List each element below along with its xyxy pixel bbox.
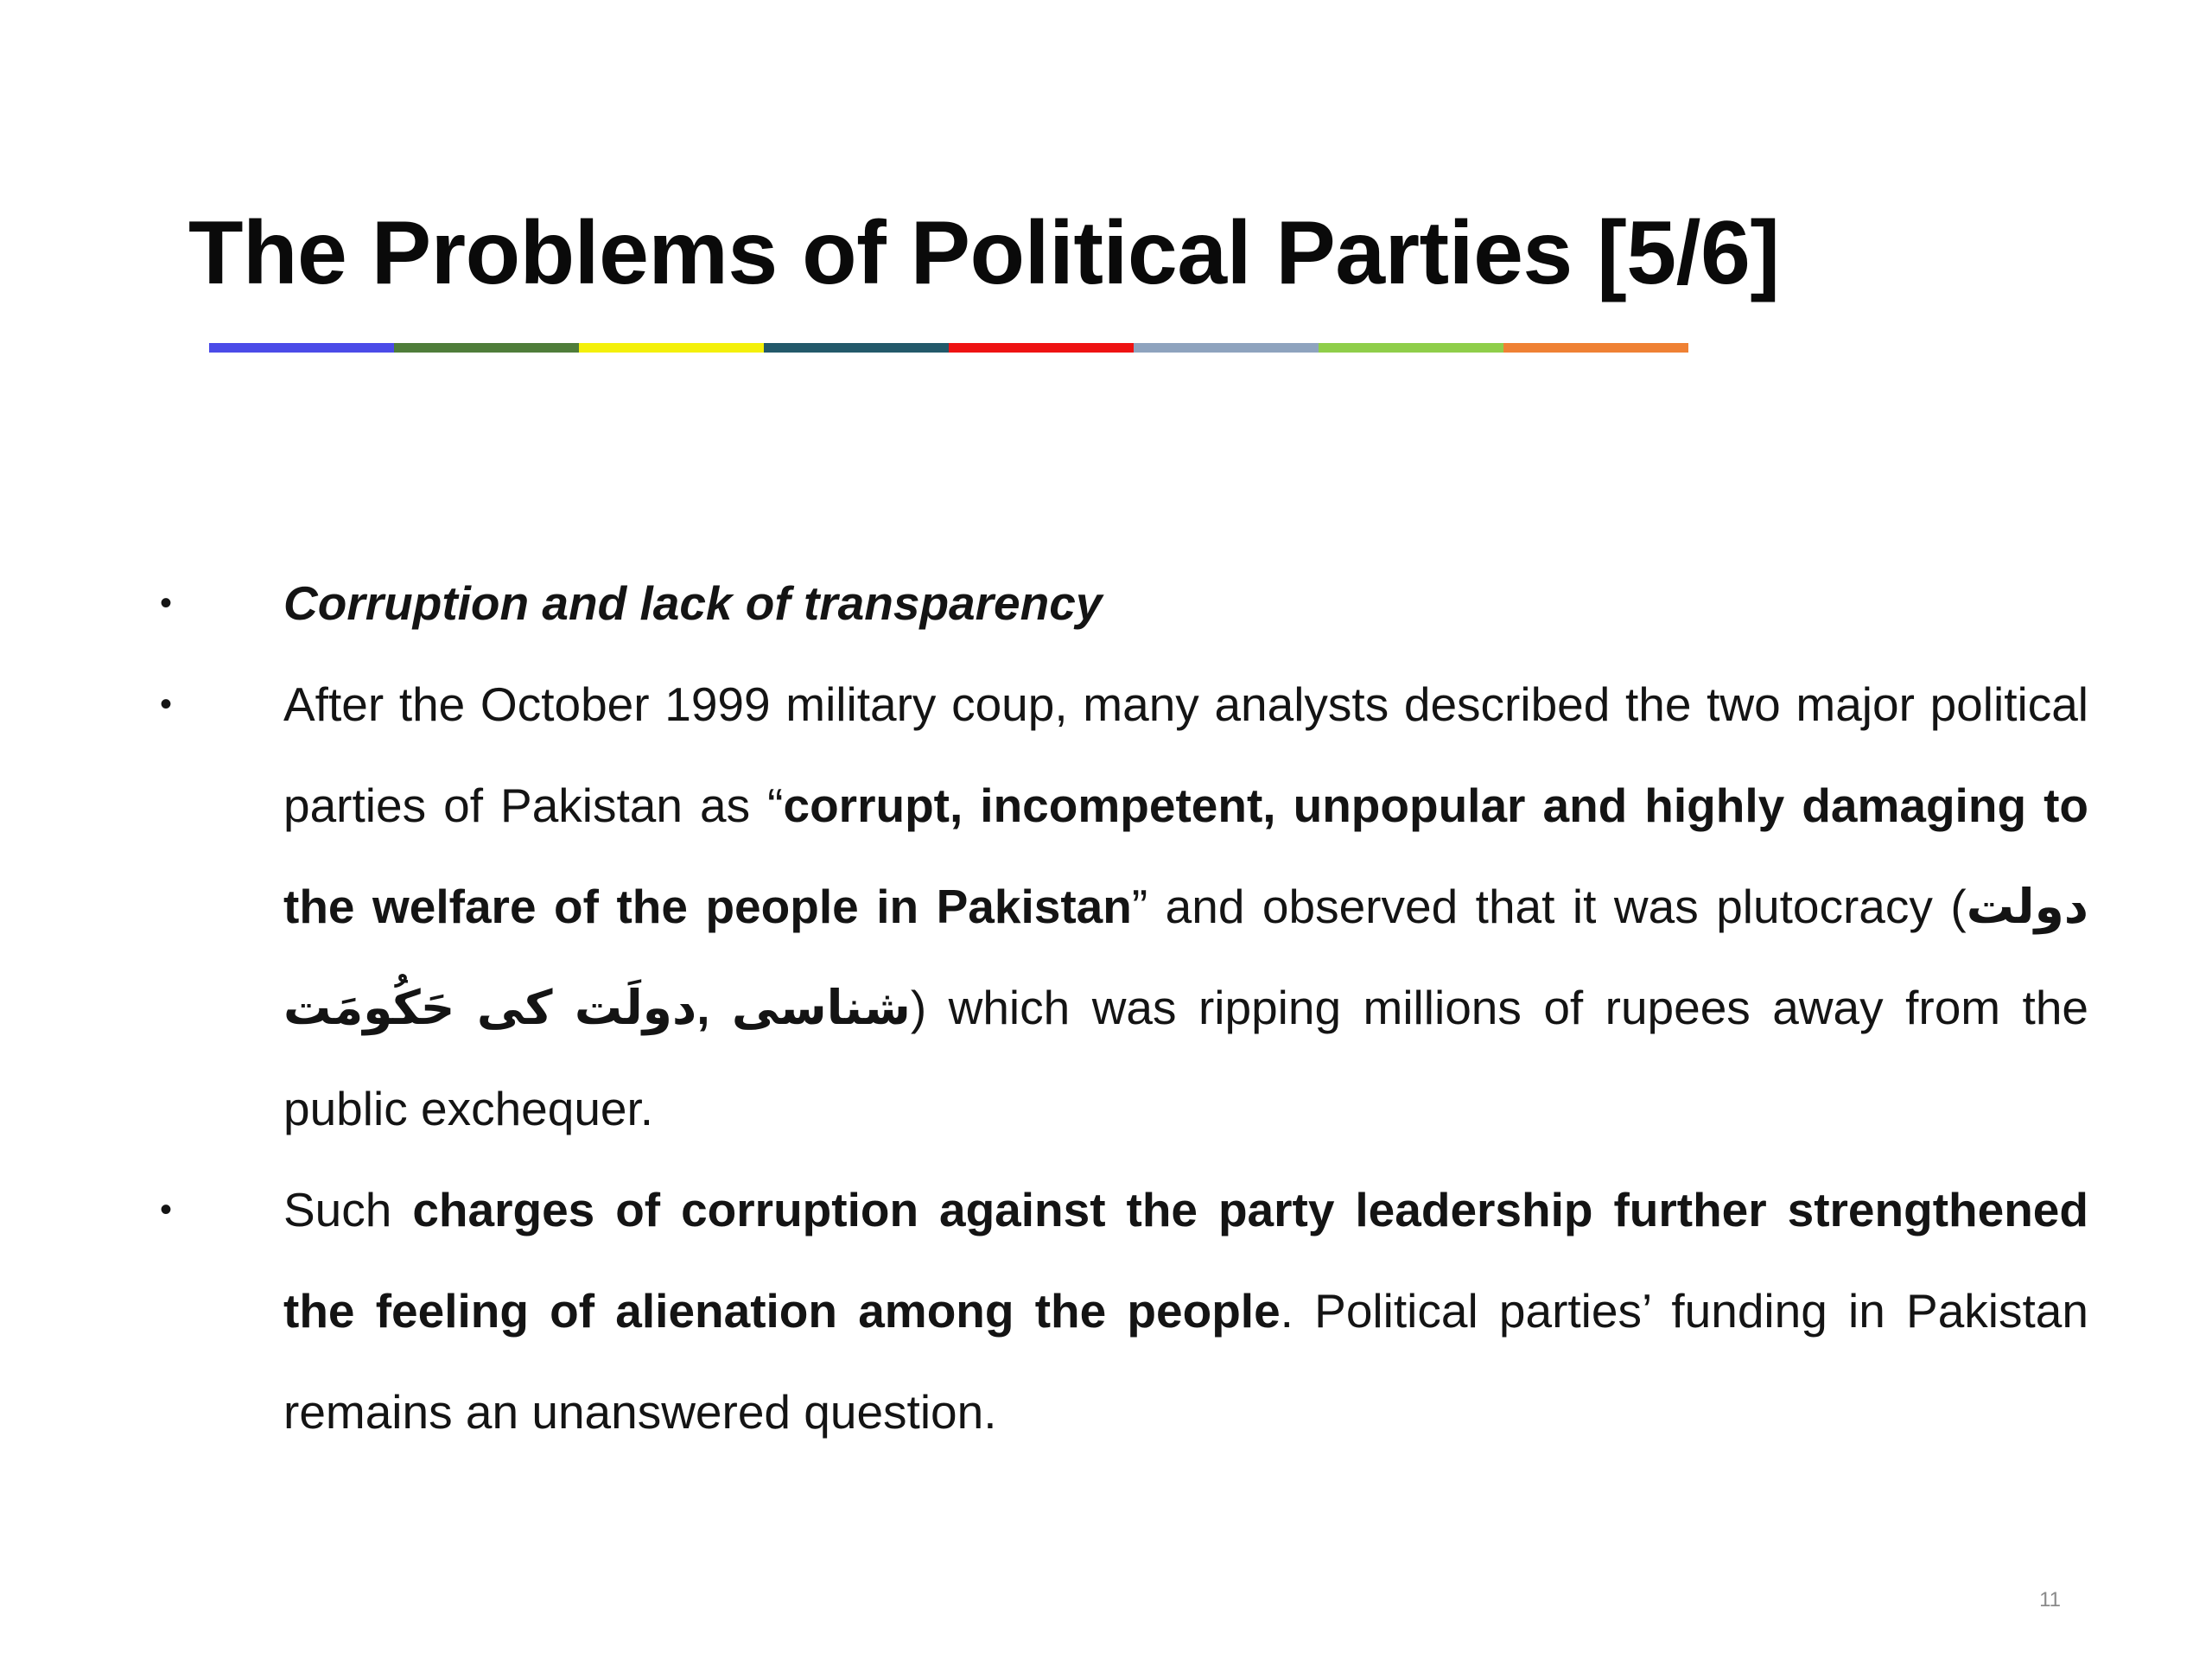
slide-title: The Problems of Political Parties [5/6] xyxy=(188,203,1780,303)
bullet-text: . Political parties’ funding in Pakistan remains an unanswered question. xyxy=(283,1284,2088,1439)
bullet-heading: Corruption and lack of transparency xyxy=(283,576,1103,630)
underline-segment xyxy=(209,343,394,353)
bullet-marker: • xyxy=(160,584,173,622)
underline-segment xyxy=(949,343,1134,353)
underline-segment xyxy=(1134,343,1319,353)
title-underline xyxy=(209,343,1688,353)
underline-segment xyxy=(764,343,949,353)
underline-segment xyxy=(579,343,764,353)
bullet-marker: • xyxy=(160,685,173,723)
bullet-list xyxy=(160,553,2088,1463)
bullet-item xyxy=(160,654,2088,1160)
bullet-emphasis: charges of corruption against the party leadership further strengthened the feeling of alienation among the people xyxy=(283,1183,2088,1338)
underline-segment xyxy=(1319,343,1503,353)
bullet-text: After the October 1999 military coup, many analysts described the two major political parties of Pakistan as “ xyxy=(283,677,2088,832)
bullet-text: ” and observed that it was plutocracy ( xyxy=(1131,880,1967,933)
underline-segment xyxy=(1503,343,1688,353)
bullet-text: ) which was ripping millions of rupees away from the public exchequer. xyxy=(283,981,2089,1135)
bullet-item xyxy=(160,1160,2088,1463)
urdu-term: دولت شناسی ,دولَت کی حَکُومَت xyxy=(283,880,2088,1034)
bullet-emphasis: corrupt, incompetent, unpopular and highly damaging to the welfare of the people in Pakistan xyxy=(283,779,2088,933)
page-number: 11 xyxy=(2039,1588,2061,1611)
bullet-text: Such xyxy=(283,1183,413,1236)
underline-segment xyxy=(394,343,579,353)
bullet-item xyxy=(160,553,2088,654)
bullet-marker: • xyxy=(160,1191,173,1229)
